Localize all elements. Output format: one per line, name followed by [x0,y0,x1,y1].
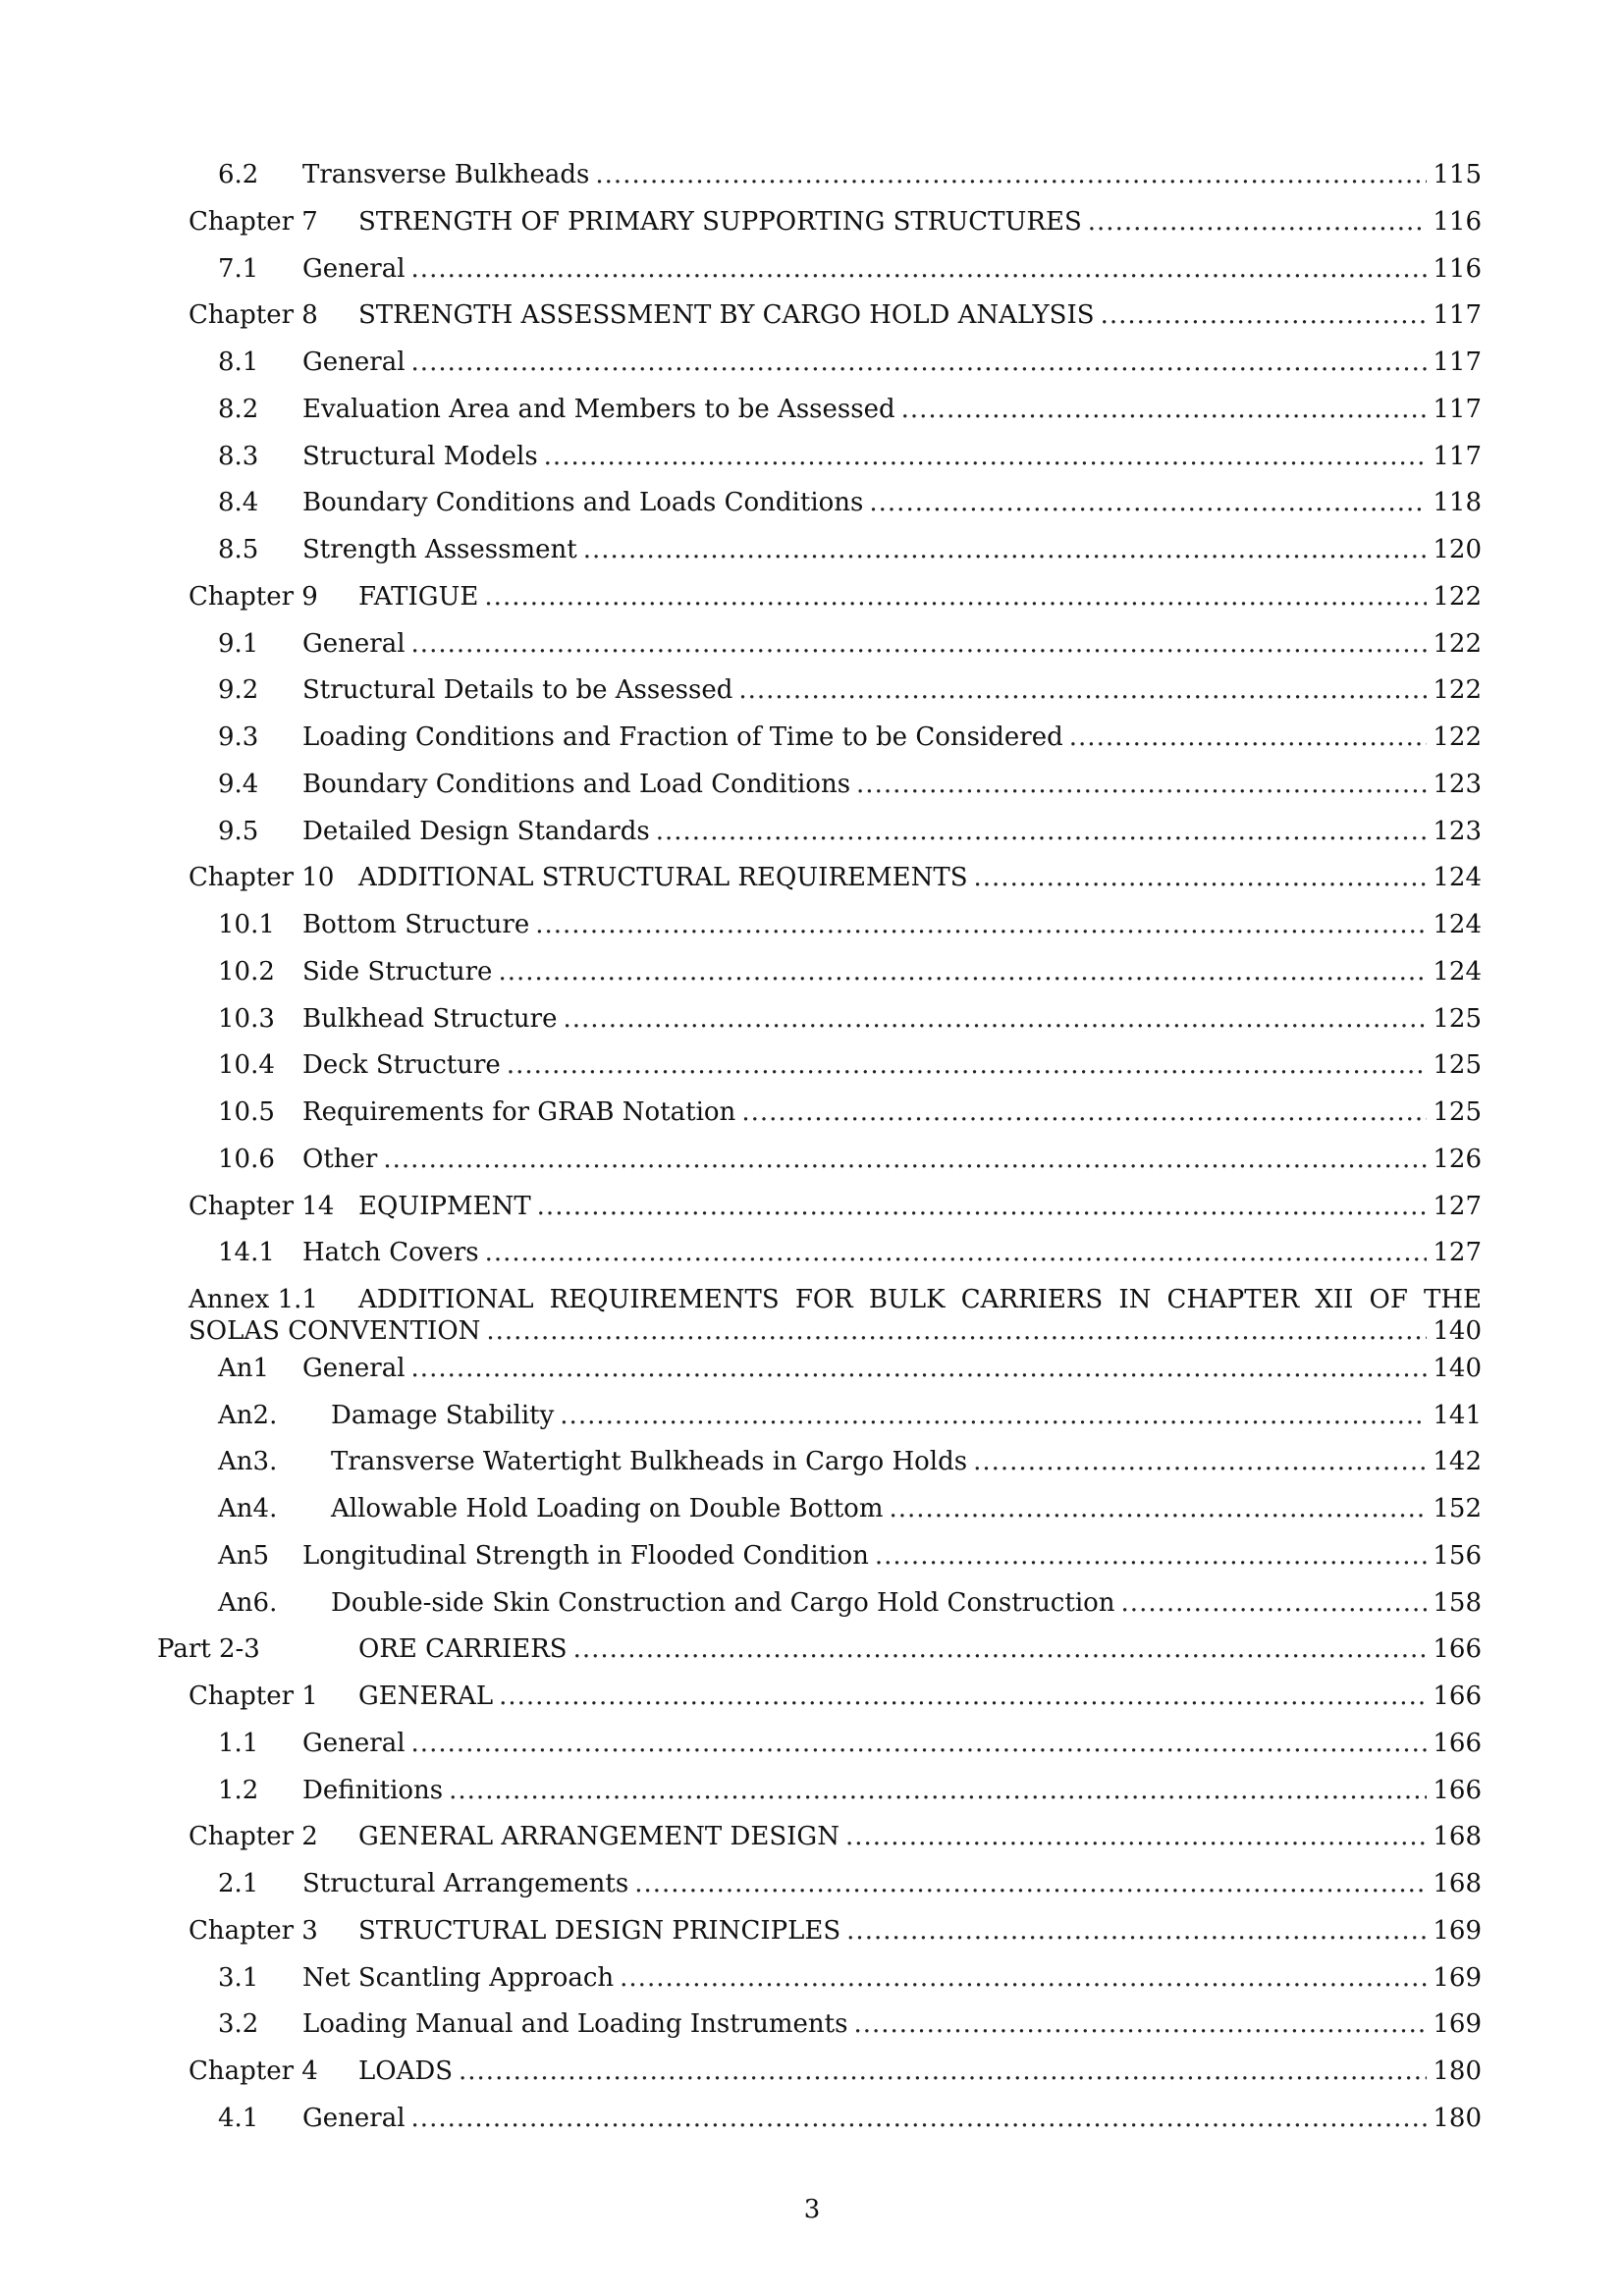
toc-entry-title: FATIGUE [358,581,479,612]
toc-entry-page: 141 [1433,1400,1482,1430]
dot-leader [459,2052,1427,2091]
toc-entry-line [218,1045,1482,1085]
toc-entry-line [218,1396,1482,1435]
dot-leader [499,1677,1427,1716]
dot-leader [853,2004,1427,2044]
toc-entry [218,1536,1482,1575]
toc-entry-title: Definitions [302,1775,444,1805]
toc-entry-line [189,2052,1482,2091]
toc-entry-page: 166 [1433,1728,1482,1758]
toc-entry-title: Structural Details to be Assessed [302,675,733,706]
toc-entry-line [189,577,1482,616]
toc-entry [218,952,1482,991]
toc-entry-title: Structural Models [302,441,538,471]
toc-entry-line [189,202,1482,241]
toc-entry-title: ADDITIONAL REQUIREMENTS FOR BULK CARRIERS IN CHAPTER XII OF THE [358,1285,1482,1314]
dot-leader [537,1187,1428,1226]
toc-entry-line [189,1677,1482,1716]
toc-entry-page: 127 [1433,1238,1482,1268]
toc-entry-line [218,952,1482,991]
dot-leader [563,999,1427,1039]
dot-leader [498,952,1427,991]
toc-entry [218,1771,1482,1810]
toc-entry-title: General [302,628,406,659]
toc-entry-line [218,1233,1482,1272]
toc-entry-number: 2.1 [218,1869,259,1898]
toc-entry-title: GENERAL ARRANGEMENT DESIGN [358,1822,839,1852]
toc-entry [218,437,1482,476]
toc-entry-page: 152 [1433,1494,1482,1523]
toc-entry-number: Chapter 9 [189,581,318,612]
toc-entry-line [218,905,1482,944]
toc-entry-title: Structural Arrangements [302,1869,629,1898]
toc-entry-page: 122 [1433,675,1482,706]
toc-entry [218,1093,1482,1132]
toc-entry-number: 8.3 [218,441,259,471]
toc-entry-title: STRUCTURAL DESIGN PRINCIPLES [358,1915,841,1946]
toc-entry-number: 10.6 [218,1144,275,1174]
toc-entry-page: 168 [1433,1869,1482,1898]
toc-entry [218,670,1482,710]
toc-entry-page: 117 [1433,394,1482,424]
toc-entry-line [218,1771,1482,1810]
page-number: 3 [803,2195,821,2224]
toc-entry-line [218,2099,1482,2138]
toc-entry-number: 9.3 [218,722,259,752]
toc-entry-number: An3. [218,1447,278,1477]
toc-entry-line [218,1536,1482,1575]
toc-entry [189,295,1482,335]
toc-entry-number: 9.1 [218,628,259,659]
toc-entry-line [218,812,1482,851]
toc-entry-number: 8.5 [218,535,259,564]
toc-entry-number: Chapter 7 [189,206,318,237]
toc-entry-number: An4. [218,1494,278,1523]
toc-entry [218,1349,1482,1388]
toc-entry-title: General [302,2103,406,2133]
dot-leader [507,1045,1428,1085]
toc-entry-page: 180 [1433,2103,1482,2133]
toc-entry-title: Hatch Covers [302,1238,479,1268]
toc-entry-title: LOADS [358,2056,454,2086]
toc-entry-page: 140 [1433,1353,1482,1383]
toc-entry-line [218,1724,1482,1763]
toc-entry-page: 142 [1433,1447,1482,1477]
toc-entry-title: Loading Conditions and Fraction of Time to be Considered [302,722,1063,752]
toc-entry-title: Strength Assessment [302,535,577,564]
toc-entry-title: STRENGTH ASSESSMENT BY CARGO HOLD ANALYSIS [358,300,1095,331]
dot-leader [544,437,1428,476]
toc-entry [218,999,1482,1039]
dot-leader [595,155,1427,194]
toc-entry [218,1442,1482,1481]
dot-leader [856,765,1427,804]
toc-entry-page: 124 [1433,956,1482,987]
toc-entry-page: 115 [1433,160,1482,189]
toc-entry-line [218,1489,1482,1528]
toc-entry [218,1958,1482,1998]
toc-entry-number: Chapter 14 [189,1191,335,1221]
toc-entry-line [218,765,1482,804]
toc-entry-title: Bulkhead Structure [302,1003,558,1034]
toc-entry-page: 140 [1433,1316,1482,1346]
toc-entry-title: Side Structure [302,956,493,987]
toc-entry-title: Bottom Structure [302,910,530,939]
toc-entry [189,1280,1482,1349]
toc-entry [189,858,1482,897]
toc-entry [189,1817,1482,1856]
toc-entry-number: 9.5 [218,816,259,846]
toc-entry-number: An6. [218,1587,278,1618]
dot-leader [634,1864,1427,1903]
toc-entry [218,1140,1482,1179]
toc-entry [218,624,1482,664]
toc-entry-number: Annex 1.1 [189,1285,318,1314]
toc-entry-line [189,858,1482,897]
toc-entry [218,718,1482,757]
toc-entry-number: 7.1 [218,253,259,284]
toc-entry [218,155,1482,194]
toc-entry-number: An1 [218,1353,270,1383]
toc-entry [189,1677,1482,1716]
toc-entry-line [218,718,1482,757]
toc-entry [218,2099,1482,2138]
dot-leader [656,812,1428,851]
toc-entry-line [218,483,1482,522]
toc-entry-title: Transverse Watertight Bulkheads in Cargo Holds [331,1447,968,1477]
toc-entry-line [218,1140,1482,1179]
toc-entry [218,390,1482,429]
toc-entry-title: Loading Manual and Loading Instruments [302,2009,848,2040]
toc-entry-title: General [302,253,406,284]
toc-entry-number: Part 2-3 [157,1634,260,1665]
dot-leader [1101,295,1428,335]
toc-entry-page: 122 [1433,628,1482,659]
toc-entry-page: 117 [1433,441,1482,471]
dot-leader [974,858,1428,897]
dot-leader [583,530,1428,569]
toc-entry-page: 116 [1433,206,1482,237]
toc-entry-line [218,2004,1482,2044]
toc-entry-line [218,1864,1482,1903]
toc-entry-line [189,1187,1482,1226]
toc-entry-title: General [302,1353,406,1383]
toc-entry-page: 125 [1433,1003,1482,1034]
toc-entry-number: Chapter 3 [189,1915,318,1946]
toc-entry-title: ORE CARRIERS [358,1634,568,1665]
toc-entry-number: 1.1 [218,1728,259,1758]
toc-entry [157,1629,1482,1669]
toc-entry-page: 169 [1433,2009,1482,2040]
toc-entry-page: 166 [1433,1682,1482,1711]
toc-entry-line [218,999,1482,1039]
toc-entry-line [218,1093,1482,1132]
toc-entry-title: GENERAL [358,1682,494,1711]
toc-entry [189,202,1482,241]
toc-entry-title: Double-side Skin Construction and Cargo Hold Construction [331,1587,1115,1618]
toc-entry-line [218,530,1482,569]
toc-entry-number: 8.1 [218,347,259,377]
toc-entry [218,1045,1482,1085]
toc-entry-page: 122 [1433,722,1482,752]
toc-entry [189,1911,1482,1950]
toc-entry [218,2004,1482,2044]
dot-leader [485,1233,1428,1272]
toc-entry-line [189,295,1482,335]
toc-entry [218,1864,1482,1903]
toc-entry-page: 126 [1433,1144,1482,1174]
toc-entry-page: 117 [1433,300,1482,331]
dot-leader [845,1817,1427,1856]
toc-entry-page: 118 [1433,488,1482,518]
toc-entry [218,905,1482,944]
toc-entry-title: General [302,1728,406,1758]
dot-leader [869,483,1427,522]
toc-entry-line [218,624,1482,664]
toc-entry-number: Chapter 8 [189,300,318,331]
dot-leader [486,1311,1427,1351]
toc-entry [218,1583,1482,1623]
toc-entry-page: 116 [1433,253,1482,284]
dot-leader [383,1140,1427,1179]
toc-entry-page: 124 [1433,910,1482,939]
dot-leader [411,624,1428,664]
toc-entry-page: 169 [1433,1915,1482,1946]
dot-leader [535,905,1427,944]
toc-entry [218,249,1482,289]
toc-entry-line [189,1817,1482,1856]
toc-entry-page: 168 [1433,1822,1482,1852]
toc-entry-number: 10.5 [218,1097,275,1127]
toc-entry-number: Chapter 2 [189,1822,318,1852]
dot-leader [738,670,1427,710]
toc-entry-number: Chapter 1 [189,1682,318,1711]
dot-leader [1088,202,1428,241]
toc-entry-title: Allowable Hold Loading on Double Bottom [331,1494,884,1523]
toc-entry [218,1396,1482,1435]
toc-entry [218,483,1482,522]
toc-entry-number: 3.2 [218,2009,259,2040]
toc-entry-page: 123 [1433,769,1482,799]
toc-entry-title: EQUIPMENT [358,1191,531,1221]
dot-leader [620,1958,1427,1998]
toc-entry-page: 125 [1433,1097,1482,1127]
dot-leader [411,249,1428,289]
toc-entry [218,1489,1482,1528]
toc-entry [189,577,1482,616]
toc-entry-number: 14.1 [218,1238,275,1268]
toc-entry-line [189,1911,1482,1950]
toc-entry-line [218,343,1482,382]
toc-entry-title: Requirements for GRAB Notation [302,1097,736,1127]
toc-entry-title: Evaluation Area and Members to be Assessed [302,394,895,424]
toc-entry-line [218,1349,1482,1388]
toc-entry-title: Net Scantling Approach [302,1962,615,1993]
dot-leader [411,343,1428,382]
toc-entry-page: 180 [1433,2056,1482,2086]
toc-entry-line [218,155,1482,194]
toc-entry-line [218,670,1482,710]
toc-entry-line [218,249,1482,289]
toc-entry-page: 156 [1433,1540,1482,1571]
toc-entry-page: 158 [1433,1587,1482,1618]
toc-entry-number: Chapter 4 [189,2056,318,2086]
toc-entry-title: Longitudinal Strength in Flooded Condition [302,1540,869,1571]
toc-entry-title-continued: SOLAS CONVENTION [189,1316,481,1346]
toc-entry-number: 10.3 [218,1003,275,1034]
toc-entry [218,1724,1482,1763]
toc-entry-number: Chapter 10 [189,863,335,893]
toc-entry-page: 122 [1433,581,1482,612]
toc-entry-title: General [302,347,406,377]
toc-entry-title: Detailed Design Standards [302,816,650,846]
dot-leader [973,1442,1427,1481]
dot-leader [449,1771,1427,1810]
toc-entry-title: Boundary Conditions and Load Conditions [302,769,851,799]
dot-leader [411,1349,1428,1388]
toc-entry-number: An2. [218,1400,278,1430]
dot-leader [890,1489,1428,1528]
toc-entry [218,812,1482,851]
toc-entry-number: 10.2 [218,956,275,987]
toc-entry-line [218,390,1482,429]
toc-entry-number: 8.2 [218,394,259,424]
toc-entry-line [218,1958,1482,1998]
toc-entry-number: 8.4 [218,488,259,518]
toc-entry-page: 125 [1433,1050,1482,1081]
dot-leader [411,1724,1428,1763]
toc-entry-number: 1.2 [218,1775,259,1805]
toc-entry [218,530,1482,569]
toc-entry-line [218,437,1482,476]
toc-entry-title: Transverse Bulkheads [302,160,590,189]
dot-leader [1069,718,1428,757]
dot-leader [875,1536,1427,1575]
toc-entry-line [218,1583,1482,1623]
dot-leader [411,2099,1428,2138]
dot-leader [901,390,1428,429]
toc-entry-page: 127 [1433,1191,1482,1221]
toc-entry-number: 10.1 [218,910,275,939]
toc-entry-number: 9.2 [218,675,259,706]
dot-leader [573,1629,1428,1669]
toc-entry-page: 123 [1433,816,1482,846]
toc-entry-line [189,1311,1482,1351]
toc-entry [189,2052,1482,2091]
toc-entry-page: 124 [1433,863,1482,893]
toc-entry-number: 4.1 [218,2103,259,2133]
toc-entry-title: Damage Stability [331,1400,555,1430]
toc-entry [218,1233,1482,1272]
toc-entry-page: 120 [1433,535,1482,564]
toc-entry-number: 6.2 [218,160,259,189]
dot-leader [484,577,1427,616]
toc-entry-title: ADDITIONAL STRUCTURAL REQUIREMENTS [358,863,968,893]
toc-entry-number: 3.1 [218,1962,259,1993]
toc-entry-line [157,1629,1482,1669]
dot-leader [560,1396,1427,1435]
dot-leader [741,1093,1427,1132]
toc-entry [218,765,1482,804]
toc-entry [189,1187,1482,1226]
toc-entry-number: 9.4 [218,769,259,799]
toc-entry-title: Other [302,1144,378,1174]
toc-entry-number: An5 [218,1540,270,1571]
toc-entry-title: STRENGTH OF PRIMARY SUPPORTING STRUCTURES [358,206,1082,237]
toc-entry-title: Boundary Conditions and Loads Conditions [302,488,864,518]
toc-entry-number: 10.4 [218,1050,275,1081]
toc-entry-page: 169 [1433,1962,1482,1993]
toc-entry-page: 166 [1433,1775,1482,1805]
toc-entry-page: 117 [1433,347,1482,377]
toc-entry-page: 166 [1433,1634,1482,1665]
toc-entry [218,343,1482,382]
toc-entry-title: Deck Structure [302,1050,501,1081]
dot-leader [1121,1583,1428,1623]
dot-leader [846,1911,1427,1950]
toc-entry-line [218,1442,1482,1481]
